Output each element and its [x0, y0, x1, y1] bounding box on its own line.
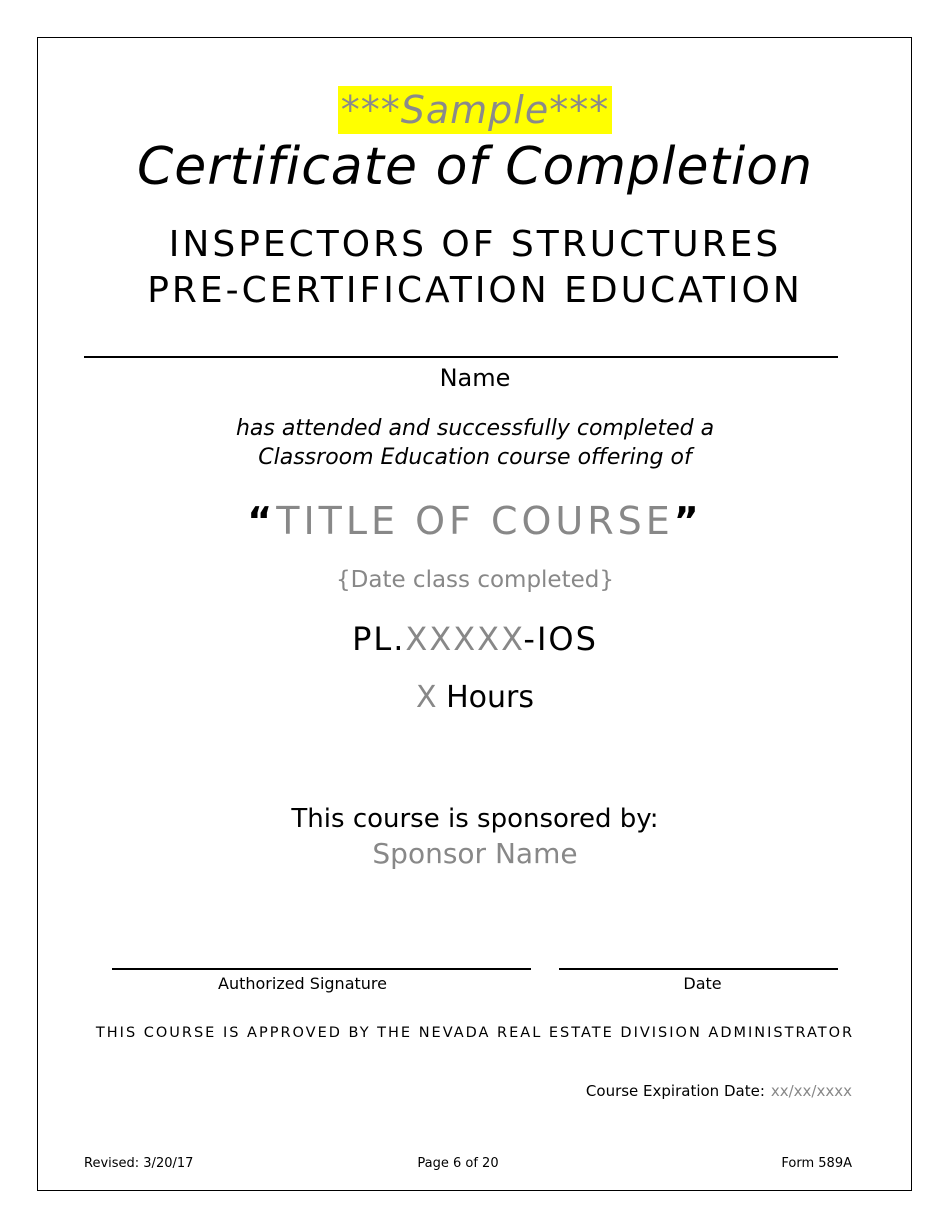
- attended-text-line-1: has attended and successfully completed a: [235, 416, 715, 441]
- approval-statement: THIS COURSE IS APPROVED BY THE NEVADA REAL ESTATE DIVISION ADMINISTRATOR: [95, 1025, 855, 1041]
- expiration-value: xx/xx/xxxx: [770, 1082, 852, 1100]
- footer-revised: Revised: 3/20/17: [84, 1156, 194, 1171]
- attended-text-line-2: Classroom Education course offering of: [258, 445, 692, 470]
- course-title: [0, 497, 950, 545]
- date-line: [559, 968, 838, 970]
- subtitle-line-2: PRE-CERTIFICATION EDUCATION: [147, 270, 803, 311]
- date-label: Date: [683, 974, 722, 993]
- course-code-suffix: -IOS: [523, 620, 598, 658]
- course-code-prefix: PL.: [352, 620, 406, 658]
- sponsor-name: Sponsor Name: [372, 837, 578, 870]
- footer-page-number: Page 6 of 20: [417, 1156, 499, 1171]
- footer-form-number: Form 589A: [781, 1156, 852, 1171]
- course-title-text: TITLE OF COURSE: [276, 499, 674, 543]
- hours-label: Hours: [446, 680, 534, 715]
- course-hours: [0, 678, 950, 718]
- expiration-label: Course Expiration Date:: [585, 1082, 765, 1100]
- name-underline: [84, 356, 838, 358]
- sample-banner: [0, 86, 950, 134]
- name-label: Name: [439, 364, 511, 392]
- certificate-title: Certificate of Completion: [136, 137, 814, 197]
- signature-label: Authorized Signature: [218, 974, 387, 993]
- signature-line: [112, 968, 531, 970]
- sample-text: ***Sample***: [338, 86, 612, 134]
- course-code-placeholder: XXXXX: [405, 620, 524, 658]
- date-completed: {Date class completed}: [336, 567, 614, 593]
- expiration-date: [586, 1081, 852, 1101]
- sponsored-by-label: This course is sponsored by:: [291, 804, 659, 834]
- close-quote: ”: [673, 499, 703, 543]
- hours-placeholder: X: [416, 680, 437, 715]
- course-code: [0, 618, 950, 660]
- subtitle-line-1: INSPECTORS OF STRUCTURES: [168, 224, 782, 265]
- open-quote: “: [247, 499, 277, 543]
- certificate-border: [37, 37, 912, 1191]
